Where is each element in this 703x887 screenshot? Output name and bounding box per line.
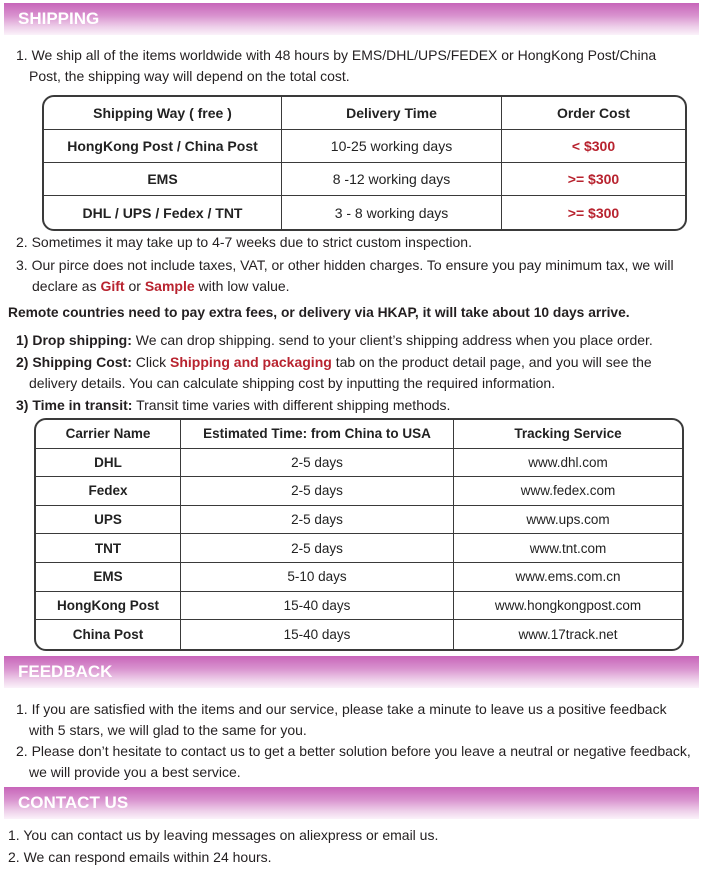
tracking-service-cell[interactable]: www.dhl.com	[454, 449, 682, 478]
feedback-title: FEEDBACK	[18, 662, 113, 681]
header-tracking-service: Tracking Service	[454, 420, 682, 449]
estimated-time-cell: 2-5 days	[181, 534, 454, 563]
carrier-name-cell: DHL	[36, 449, 181, 478]
estimated-time-cell: 2-5 days	[181, 477, 454, 506]
sample-highlight: Sample	[144, 278, 195, 294]
tracking-service-cell[interactable]: www.17track.net	[518, 626, 618, 642]
time-in-transit-item	[16, 395, 696, 416]
table-row	[36, 506, 682, 535]
p3-text-or: or	[124, 278, 145, 294]
tracking-service-cell[interactable]: www.ups.com	[454, 506, 682, 535]
shipping-paragraph-2: 2. Sometimes it may take up to 4-7 weeks due to strict custom inspection.	[16, 234, 472, 250]
carrier-name-cell: UPS	[36, 506, 181, 535]
table-row	[36, 563, 682, 592]
delivery-time-cell: 3 - 8 working days	[282, 196, 502, 229]
estimated-time-cell: 5-10 days	[181, 563, 454, 592]
header-delivery-time: Delivery Time	[282, 97, 502, 130]
carrier-table	[34, 418, 684, 651]
shipping-cost-label: 2) Shipping Cost:	[16, 354, 132, 370]
time-in-transit-text: Transit time varies with different shipping methods.	[132, 397, 451, 413]
tracking-service-cell[interactable]: www.tnt.com	[454, 534, 682, 563]
shipping-cost-text-b: tab on the product detail page, and you will see the delivery details. You can calculate shipping cost by inputting the required information.	[29, 354, 652, 391]
shipping-way-cell: EMS	[44, 163, 282, 196]
order-cost-cell: >= $300	[567, 204, 620, 221]
shipping-way-cell: HongKong Post / China Post	[44, 130, 282, 163]
shipping-paragraph-3	[16, 255, 691, 297]
order-cost-cell: < $300	[502, 130, 685, 163]
tracking-service-cell[interactable]: www.hongkongpost.com	[454, 592, 682, 621]
delivery-time-cell: 8 -12 working days	[282, 163, 502, 196]
carrier-name-cell: TNT	[36, 534, 181, 563]
drop-shipping-item	[16, 330, 696, 351]
table-header-row	[36, 420, 682, 449]
carrier-name-cell: EMS	[36, 563, 181, 592]
contact-paragraph-2: 2. We can respond emails within 24 hours.	[8, 849, 272, 865]
contact-paragraph-1: 1. You can contact us by leaving messages on aliexpress or email us.	[8, 827, 439, 843]
table-row	[36, 449, 682, 478]
estimated-time-cell: 2-5 days	[181, 506, 454, 535]
table-row	[44, 196, 685, 229]
p3-text-a: 3. Our pirce does not include taxes, VAT, or other hidden charges. To ensure you pay minimum tax, we will declare as	[16, 257, 674, 294]
header-estimated-time: Estimated Time: from China to USA	[181, 420, 454, 449]
shipping-section-banner	[4, 3, 699, 35]
shipping-title: SHIPPING	[18, 9, 100, 28]
table-row	[44, 163, 685, 196]
table-row	[44, 130, 685, 163]
header-carrier-name: Carrier Name	[36, 420, 181, 449]
tracking-service-cell[interactable]: www.ems.com.cn	[454, 563, 682, 592]
shipping-cost-text-a: Click	[131, 354, 171, 370]
estimated-time-cell: 15-40 days	[181, 592, 454, 621]
feedback-paragraph-1: 1. If you are satisfied with the items and our service, please take a minute to leave us a positive feedback with 5 stars, we will glad to the same for you.	[16, 701, 667, 738]
table-row	[36, 477, 682, 506]
estimated-time-cell: 15-40 days	[181, 620, 454, 649]
carrier-name-cell: HongKong Post	[36, 592, 181, 621]
tracking-service-cell[interactable]: www.fedex.com	[454, 477, 682, 506]
carrier-name-cell: China Post	[36, 620, 181, 649]
shipping-way-cell: DHL / UPS / Fedex / TNT	[44, 196, 282, 229]
drop-shipping-label: 1) Drop shipping:	[16, 332, 132, 348]
contact-section-banner	[4, 787, 699, 819]
header-shipping-way: Shipping Way ( free )	[44, 97, 282, 130]
p3-text-b: with low value.	[194, 278, 290, 294]
shipping-packaging-link[interactable]: Shipping and packaging	[170, 354, 332, 370]
contact-title: CONTACT US	[18, 793, 129, 812]
feedback-paragraph-2: 2. Please don’t hesitate to contact us to get a better solution before you leave a neutral or negative feedback, we will provide you a best service.	[16, 743, 691, 780]
table-row	[36, 620, 682, 649]
gift-highlight: Gift	[100, 278, 125, 294]
delivery-time-cell: 10-25 working days	[282, 130, 502, 163]
table-header-row	[44, 97, 685, 130]
drop-shipping-text: We can drop shipping. send to your client’s shipping address when you place order.	[131, 332, 653, 348]
shipping-cost-item	[16, 352, 696, 394]
order-cost-cell: >= $300	[502, 163, 685, 196]
table-row	[36, 592, 682, 621]
header-order-cost: Order Cost	[502, 97, 685, 130]
estimated-time-cell: 2-5 days	[181, 449, 454, 478]
shipping-way-table	[42, 95, 687, 231]
table-row	[36, 534, 682, 563]
feedback-section-banner	[4, 656, 699, 688]
carrier-name-cell: Fedex	[36, 477, 181, 506]
time-in-transit-label: 3) Time in transit:	[16, 397, 133, 413]
shipping-paragraph-1: 1. We ship all of the items worldwide with 48 hours by EMS/DHL/UPS/FEDEX or HongKong Post/China Post, the shipping way will depend on the total cost.	[16, 47, 657, 84]
remote-countries-note: Remote countries need to pay extra fees, or delivery via HKAP, it will take about 10 days arrive.	[8, 305, 630, 320]
